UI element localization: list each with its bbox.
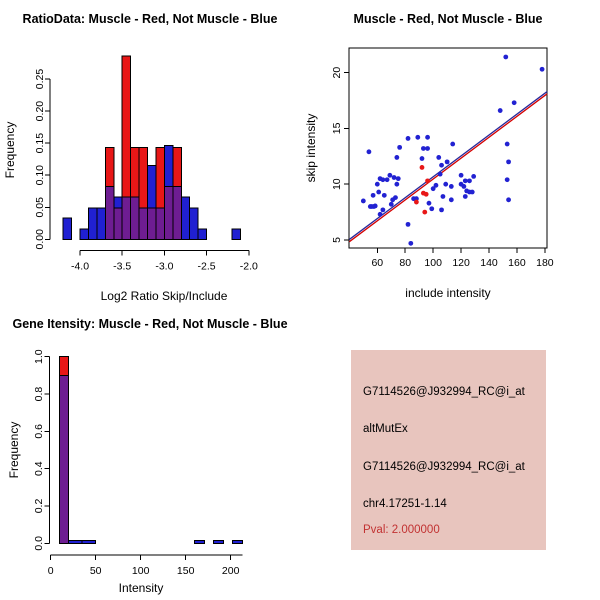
not-muscle-point [394,155,399,160]
y-tick-label: 0.6 [33,424,46,439]
overlap-freq-bar [105,187,113,240]
blue-freq-bar [97,208,105,239]
blue-freq-bar [195,540,205,543]
not-muscle-point [503,55,508,60]
not-muscle-point [498,108,503,113]
not-muscle-point [449,184,454,189]
y-tick-label: 20 [330,66,343,79]
not-muscle-point [445,159,450,164]
not-muscle-point [376,190,381,195]
blue-freq-bar [88,208,96,239]
blue-freq-bar [214,540,224,543]
not-muscle-point [373,204,378,209]
x-tick-label: 200 [221,564,240,577]
scatter-xlabel: include intensity [405,286,491,300]
overlap-freq-bar [173,187,181,240]
overlap-freq-bar [148,208,156,239]
not-muscle-point [425,135,430,140]
overlap-freq-bar [164,187,172,240]
overlap-freq-bar [131,197,139,239]
not-muscle-point [406,222,411,227]
blue-freq-bar [82,540,96,543]
y-tick-label: 0.8 [33,386,46,402]
not-muscle-point [443,182,448,187]
info-panel [351,350,546,550]
not-muscle-point [512,100,517,105]
ratio-hist-xlabel: Log2 Ratio Skip/Include [100,289,228,303]
x-tick-label: -3.5 [113,260,132,273]
y-tick-label: 1.0 [33,349,46,365]
not-muscle-point [396,176,401,181]
blue-freq-bar [181,197,189,239]
not-muscle-point [394,182,399,187]
not-muscle-point [420,156,425,161]
muscle-point [414,200,419,205]
not-muscle-point [389,202,394,207]
y-tick-label: 0.05 [33,197,46,218]
x-tick-label: 0 [47,564,54,577]
not-muscle-point [408,241,413,246]
probe-id-line-2: G7114526@J932994_RC@i_at [363,461,525,473]
not-muscle-point [393,195,398,200]
event-type-line: altMutEx [363,423,408,435]
not-muscle-point [540,67,545,72]
muscle-point [425,178,430,183]
muscle-fit-line [349,94,547,242]
not-muscle-point [505,177,510,182]
y-tick-label: 0.0 [33,535,46,551]
not-muscle-point [392,175,397,180]
not-muscle-point [367,149,372,154]
not-muscle-point [378,212,383,217]
muscle-point [422,210,427,215]
not-muscle-point [427,201,432,206]
not-muscle-point [397,145,402,150]
ratio-hist-title: RatioData: Muscle - Red, Not Muscle - Blue [22,12,278,26]
blue-freq-bar [198,229,206,239]
x-tick-label: 100 [131,564,150,577]
not-muscle-point [371,193,376,198]
not-muscle-point [425,146,430,151]
not-muscle-point [463,194,468,199]
overlap-freq-bar [156,208,164,239]
y-tick-label: 0.25 [33,68,46,90]
not-muscle-point [471,174,476,179]
x-tick-label: 80 [399,256,412,269]
not-muscle-point [421,146,426,151]
x-tick-label: -3.0 [155,260,174,273]
pval-line: Pval: 2.000000 [363,524,440,536]
not-muscle-point [375,182,380,187]
not-muscle-point [463,178,468,183]
not-muscle-point [387,173,392,178]
not-muscle-point [436,155,441,160]
scatter-title: Muscle - Red, Not Muscle - Blue [353,12,543,26]
gene-hist-title: Gene Itensity: Muscle - Red, Not Muscle - Blue [12,317,288,331]
ratio-hist-ylabel: Frequency [3,121,17,179]
blue-freq-bar [190,208,198,239]
muscle-point [424,192,429,197]
locus-line: chr4.17251-1.14 [363,498,447,510]
not-muscle-point [438,172,443,177]
overlap-freq-bar [122,197,130,239]
probe-id-line: G7114526@J932994_RC@i_at [363,386,525,398]
y-tick-label: 0.00 [33,229,46,250]
x-tick-label: 120 [452,256,470,269]
not-muscle-point [450,142,455,147]
not-muscle-point [505,142,510,147]
not-muscle-point [470,190,475,195]
not-muscle-point [385,177,390,182]
not-muscle-point [429,206,434,211]
x-tick-label: -2.5 [197,260,216,273]
scatter-plot [304,12,554,300]
not-muscle-point [449,197,454,202]
not-muscle-point [461,184,466,189]
gene-histogram [7,317,288,595]
blue-freq-bar [63,218,71,239]
not-muscle-point [380,207,385,212]
not-muscle-point [439,163,444,168]
y-tick-label: 0.15 [33,132,46,154]
not-muscle-point [459,173,464,178]
gene-hist-plot-area [33,349,242,577]
overlap-freq-bar [114,208,122,239]
not-muscle-point [506,197,511,202]
scatter-plot-area [331,48,554,269]
x-tick-label: 160 [508,256,526,269]
not-muscle-point [361,199,366,204]
y-tick-label: 0.20 [33,100,46,122]
x-tick-label: 150 [176,564,195,577]
not-muscle-point [439,207,444,212]
blue-freq-bar [232,229,240,239]
x-tick-label: 50 [89,564,102,577]
x-tick-label: 140 [480,256,498,269]
ratio-histogram [3,12,277,303]
overlap-freq-bar [139,208,147,239]
x-tick-label: -4.0 [70,260,90,273]
blue-freq-bar [80,229,88,239]
not-muscle-point [467,178,472,183]
y-tick-label: 0.4 [33,461,46,476]
y-tick-label: 15 [330,122,343,135]
not-muscle-point [380,177,385,182]
y-tick-label: 10 [330,178,343,191]
overlap-freq-bar [60,375,69,543]
x-tick-label: 180 [536,256,554,269]
blue-freq-bar [233,540,243,543]
gene-hist-xlabel: Intensity [118,581,164,595]
x-tick-label: 60 [371,256,384,269]
not-muscle-point [441,194,446,199]
not-muscle-fit-line [349,92,547,240]
not-muscle-point [406,136,411,141]
not-muscle-point [415,135,420,140]
not-muscle-point [382,193,387,198]
ratio-hist-plot-area [34,56,258,272]
scatter-ylabel: skip intensity [304,113,318,183]
muscle-point [420,165,425,170]
not-muscle-point [434,183,439,188]
x-tick-label: 100 [424,256,442,269]
y-tick-label: 0.2 [33,498,46,514]
y-tick-label: 5 [330,237,343,243]
blue-freq-bar [69,540,83,543]
gene-hist-ylabel: Frequency [7,421,21,479]
y-tick-label: 0.10 [33,164,46,186]
x-tick-label: -2.0 [239,260,258,273]
not-muscle-point [506,159,511,164]
